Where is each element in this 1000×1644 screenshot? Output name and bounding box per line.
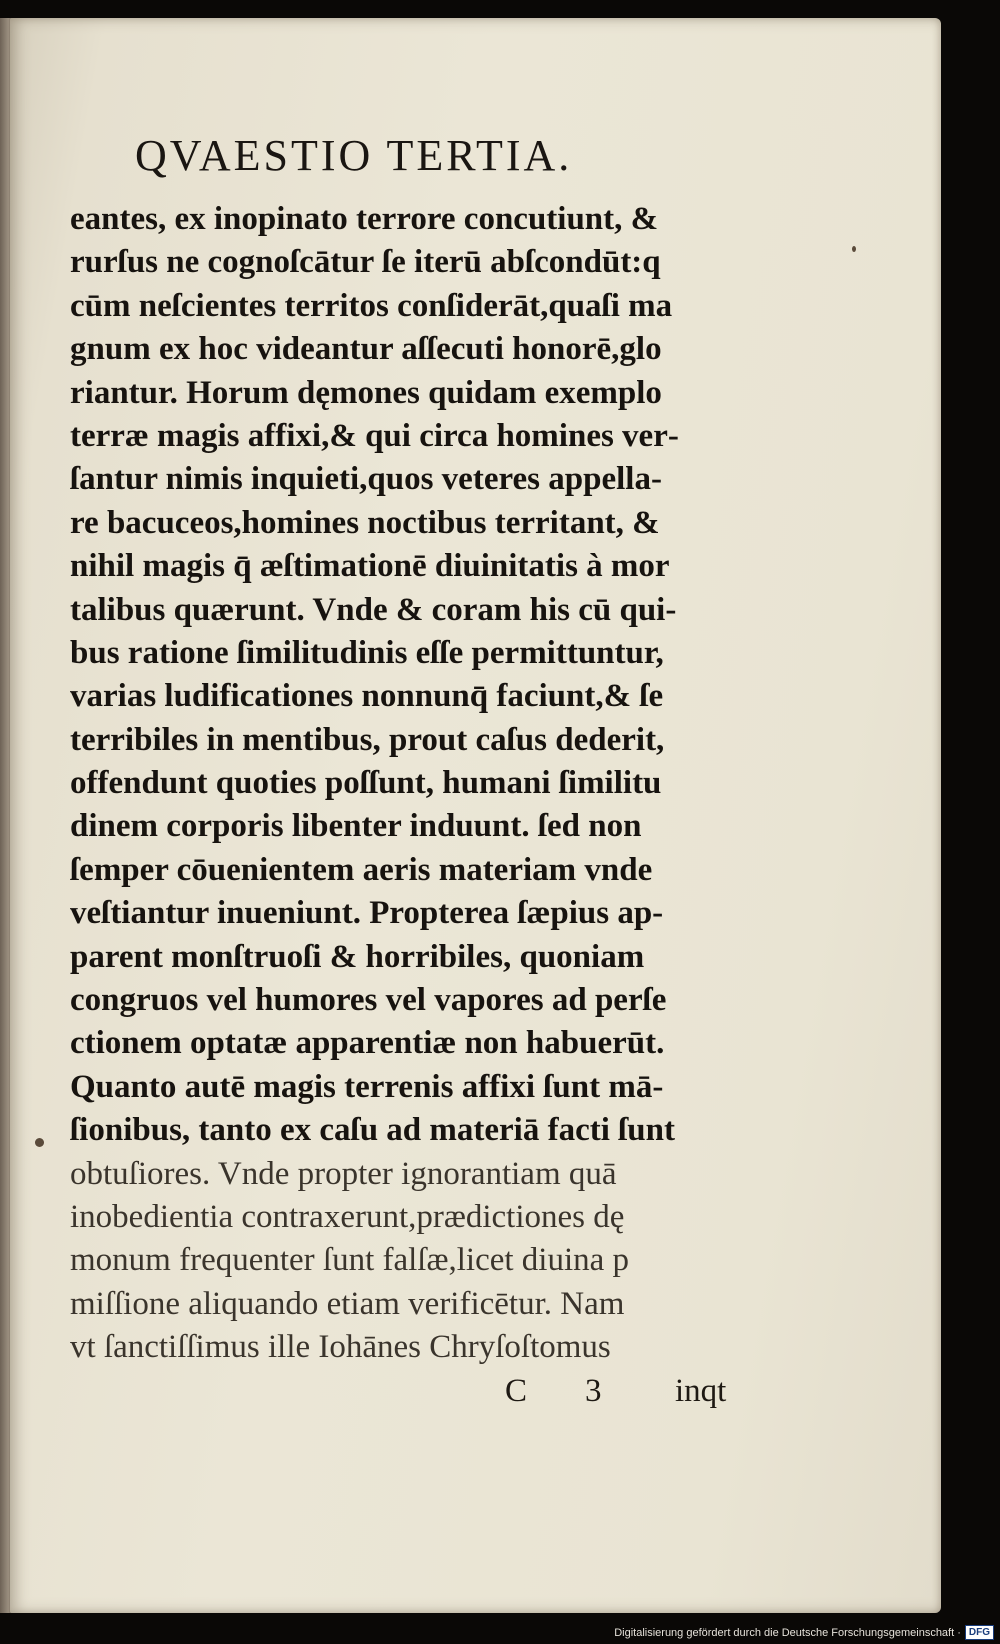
text-line: inobedientia contraxerunt,prædictiones dę [70, 1198, 625, 1235]
text-line: congruos vel humores vel vapores ad perſe [70, 982, 667, 1019]
text-line: bus ratione ſimilitudinis eſſe permittuntur, [70, 634, 664, 671]
text-line: riantur. Horum dęmones quidam exemplo [70, 374, 662, 411]
text-line: monum frequenter ſunt falſæ,licet diuina p [70, 1242, 630, 1279]
text-line: cūm neſcientes territos conſiderāt,quaſi ma [70, 287, 673, 324]
book-page [10, 18, 941, 1613]
text-line: offendunt quoties poſſunt, humani ſimilitu [70, 765, 662, 802]
body-text [70, 198, 770, 1370]
text-line: rurſus ne cognoſcātur ſe iterū abſcondūt:q [70, 244, 661, 281]
text-line: veſtiantur inueniunt. Propterea ſæpius ap‑ [70, 895, 664, 932]
ink-spot [35, 1138, 44, 1147]
signature-number: 3 [585, 1373, 602, 1409]
dfg-logo: DFG [965, 1625, 994, 1640]
text-line: Quanto autē magis terrenis affixi ſunt mā‑ [70, 1068, 664, 1105]
catchword: inqt [675, 1373, 727, 1409]
text-line: obtuſiores. Vnde propter ignorantiam quā [70, 1155, 617, 1192]
text-line: re bacuceos,homines noctibus territant, & [70, 504, 660, 541]
text-line: varias ludificationes nonnunq̄ faciunt,& ſe [70, 678, 664, 715]
ink-spot [852, 246, 856, 252]
text-line: miſſione aliquando etiam verificētur. Nam [70, 1285, 625, 1322]
text-line: vt ſanctiſſimus ille Iohānes Chryſoſtomus [70, 1329, 611, 1366]
running-header: QVAESTIO TERTIA. [135, 131, 573, 180]
text-line: parent monſtruoſi & horribiles, quoniam [70, 938, 645, 975]
credit-text: Digitalisierung gefördert durch die Deutsche Forschungsgemeinschaft · [614, 1626, 961, 1639]
text-line: ctionem optatæ apparentiæ non habuerūt. [70, 1025, 665, 1062]
digitization-credit [614, 1625, 994, 1640]
text-line: terræ magis affixi,& qui circa homines ver‑ [70, 417, 679, 454]
text-line: terribiles in mentibus, prout caſus dederit, [70, 721, 665, 758]
text-line: dinem corporis libenter induunt. ſed non [70, 808, 642, 845]
text-line: gnum ex hoc videantur aſſecuti honorē,glo [70, 331, 662, 368]
text-line: talibus quærunt. Vnde & coram his cū qui‑ [70, 591, 677, 628]
text-line: eantes, ex inopinato terrore concutiunt, & [70, 201, 659, 237]
text-line: ſantur nimis inquieti,quos veteres appella‑ [70, 461, 662, 498]
text-line: ſionibus, tanto ex caſu ad materiā facti ſunt [70, 1112, 676, 1149]
signature-mark: C [505, 1373, 528, 1409]
text-line: nihil magis q̄ æſtimationē diuinitatis à mor [70, 548, 670, 585]
text-line: ſemper cōuenientem aeris materiam vnde [70, 851, 653, 888]
